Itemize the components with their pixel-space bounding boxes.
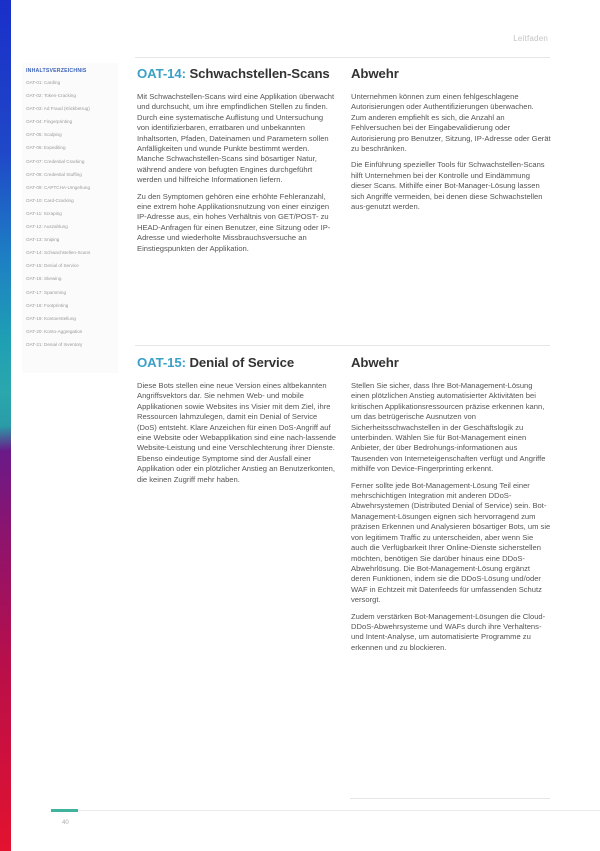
oat-14-defense-column — [351, 66, 551, 212]
section-title — [137, 355, 337, 370]
paragraph: Ferner sollte jede Bot-Management-Lösung Teil einer mehrschichtigen Integration mit anderen DDoS-Abwehrsystemen (Distributed Denial of Service) sein. Bot-Management-Lösungen eignen sich hervorragend zum präzisen Erkennen und Analysieren bösartiger Bots, um sie von legitimem Traffic zu unterscheiden, aber wenn Sie auch die Verfügbarkeit Ihrer Online-Dienste sicherstellen möchten, benötigen Sie darüber hinaus eine DDoS-Abwehrlösung. Die Bot-Management-Lösung ergänzt deren Funktionen, indem sie die DDoS-Lösung und/oder WAF in Echtzeit mit Datenfeeds für umfassenden Schutz versorgt. — [351, 480, 551, 605]
oat-15-defense-column — [351, 355, 551, 653]
toc-item-oat-13[interactable]: OAT-13: Sniping — [26, 237, 60, 243]
toc-item-oat-18[interactable]: OAT-18: Footprinting — [26, 302, 69, 308]
footer-divider — [78, 810, 600, 811]
footer-accent-bar — [51, 809, 78, 812]
toc-item-oat-17[interactable]: OAT-17: Spamming — [26, 289, 66, 295]
defense-title: Abwehr — [351, 66, 399, 81]
toc-item-oat-16[interactable]: OAT-16: Skewing — [26, 276, 62, 282]
section-code: OAT-14: — [137, 66, 186, 81]
section-title-text: Schwachstellen-Scans — [189, 66, 330, 81]
toc-item-oat-01[interactable]: OAT-01: Carding — [26, 80, 61, 85]
toc-title: INHALTSVERZEICHNIS — [26, 68, 87, 74]
toc-item-oat-11[interactable]: OAT-11: Scraping — [26, 210, 62, 216]
oat-15-description-column — [137, 355, 337, 485]
paragraph: Stellen Sie sicher, dass Ihre Bot-Management-Lösung einen plötzlichen Anstieg automatisierter Aktivitäten bei kritischen Applikationsressourcen präzise erkennen kann, um das betrügerische Ausnutzen von Sicherheitsschwachstellen in der Geschäftslogik zu unterbinden. Wählen Sie für Bot-Management einen Anbieter, der über Bedrohungs-informationen aus Tausenden von Interneteigenschaften verfügt und Angriffe mithilfe von Device-Fingerprinting erkennt. — [351, 381, 546, 474]
paragraph: Mit Schwachstellen-Scans wird eine Applikation überwacht und durchsucht, um ihre empfindlichen Stellen zu finden. Durch eine systematische Auflistung und Untersuchung von identifizierbaren, erratbaren und unbekannten Inhaltsorten, Pfaden, Dateinamen und Parametern sollen Anfälligkeiten und wunde Punkte bestimmt werden. Manche Schwachstellen-Scans sind bösartiger Natur, während andere von befugten Engines durchgeführt werden und hilfreiche Informationen liefern. — [137, 92, 335, 185]
decorative-gradient-edge — [0, 0, 11, 851]
toc-item-oat-19[interactable]: OAT-19: Kontoerstellung — [26, 315, 76, 321]
toc-item-oat-05[interactable]: OAT-05: Scalping — [26, 132, 62, 138]
toc-item-oat-04[interactable]: OAT-04: Fingerprinting — [26, 119, 73, 125]
header-divider — [135, 57, 550, 58]
toc-item-oat-15[interactable]: OAT-15: Denial of Service — [26, 263, 79, 269]
header-label: Leitfaden — [513, 34, 548, 43]
section-end-divider — [350, 798, 550, 799]
page-number: 40 — [62, 820, 69, 826]
oat-14-description-column — [137, 66, 337, 254]
toc-item-oat-03[interactable]: OAT-03: Ad Fraud (Klickbetrug) — [26, 106, 90, 112]
paragraph: Unternehmen können zum einen fehlgeschlagene Autorisierungen oder Authentifizierungen überwachen. Zum anderen empfiehlt es sich, die Anzahl an Fehlversuchen bei der Eingabevalidierung oder Autorisierung pro Benutzer, Sitzung, IP-Adresse oder Gerät zu beschränken. — [351, 92, 551, 154]
toc-item-oat-09[interactable]: OAT-09: CAPTCHA-Umgehung — [26, 184, 90, 190]
toc-item-oat-21[interactable]: OAT-21: Denial of Inventory — [26, 341, 83, 347]
paragraph: Die Einführung spezieller Tools für Schwachstellen-Scans hilft Unternehmen bei der Kontrolle und Eindämmung dieser Scans. Mithilfe einer Bot-Manager-Lösung lassen sich Angriffe vermeiden, bei denen diese Schwachstellen aus-genutzt werden. — [351, 160, 545, 212]
toc-item-oat-20[interactable]: OAT-20: Konto-Aggregation — [26, 328, 83, 334]
toc-item-oat-08[interactable]: OAT-08: Credential Stuffing — [26, 171, 82, 177]
table-of-contents — [22, 63, 118, 373]
section-divider — [135, 345, 550, 346]
toc-item-oat-06[interactable]: OAT-06: Expediting — [26, 145, 66, 151]
paragraph: Zu den Symptomen gehören eine erhöhte Fehleranzahl, eine extrem hohe Applikationsnutzung von einer einzigen IP-Adresse aus, ein hohes Verhältnis von GET/POST- zu HEAD-Anfragen für einen Benutzer, eine Sitzung oder IP-Adresse und wiederholte Missbrauchsversuche an Einstiegspunkten der Applikation. — [137, 191, 331, 253]
defense-title: Abwehr — [351, 355, 399, 370]
section-code: OAT-15: — [137, 355, 186, 370]
section-title — [137, 66, 337, 81]
paragraph: Diese Bots stellen eine neue Version eines altbekannten Angriffsvektors dar. Sie nehmen Web- und mobile Applikationen sowie Websites ins Visier mit dem Ziel, ihre Ressourcen lahmzulegen, damit ein Denial of Service (DoS) entsteht. Klare Anzeichen für einen DoS-Angriff auf eine Website oder Webapplikation sind eine nach-lassende Website-Leistung und eine Verschlechterung ihrer Dienste. Ebenso eindeutige Symptome sind der Ausfall einer Applikation oder ein plötzlicher Anstieg an Benutzerkonten, die keinen Zugriff mehr haben. — [137, 381, 336, 484]
section-title-text: Denial of Service — [189, 355, 295, 370]
toc-item-oat-10[interactable]: OAT-10: Card-Cracking — [26, 197, 74, 203]
toc-item-oat-07[interactable]: OAT-07: Credential Cracking — [26, 158, 85, 164]
toc-item-oat-02[interactable]: OAT-02: Token-Cracking — [26, 93, 76, 99]
toc-item-oat-12[interactable]: OAT-12: Auszahlung — [26, 224, 68, 230]
paragraph: Zudem verstärken Bot-Management-Lösungen die Cloud-DDoS-Abwehrsysteme und WAFs durch ihre Verhaltens- und Intent-Analyse, um automatisierte Programme zu erkennen und zu blockieren. — [351, 611, 546, 652]
toc-item-oat-14[interactable]: OAT-14: Schwachstellen-Scans — [26, 250, 91, 256]
